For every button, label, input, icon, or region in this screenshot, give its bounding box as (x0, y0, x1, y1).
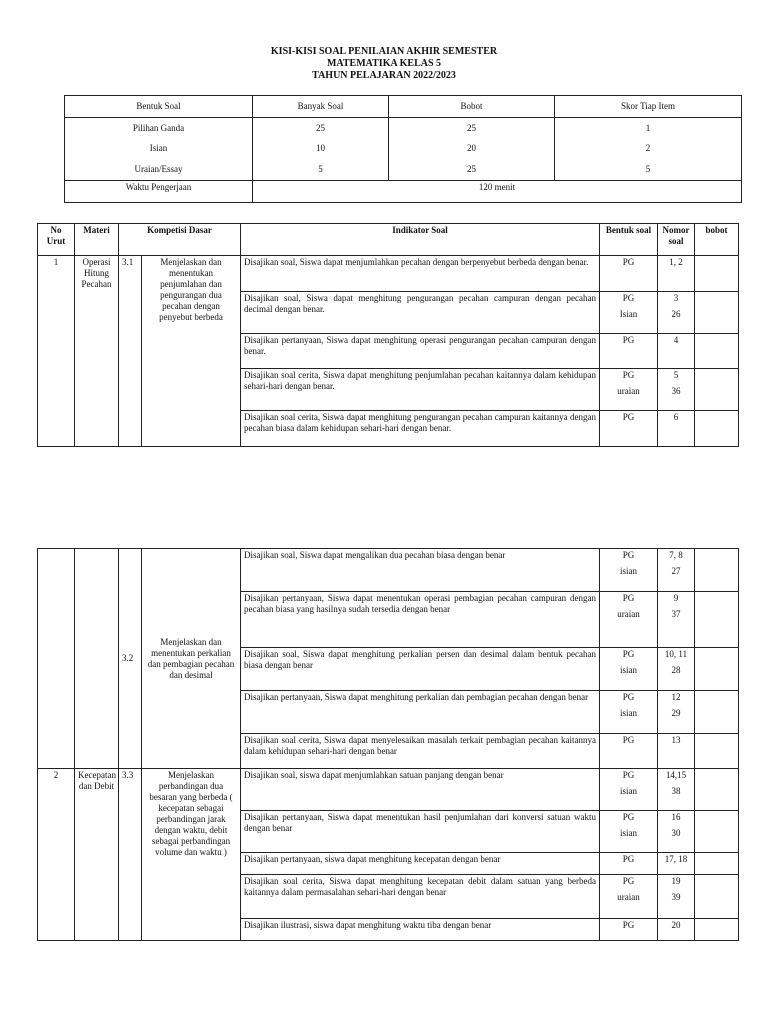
nomor-soal (658, 648, 695, 691)
bentuk-2: isian (620, 786, 637, 796)
nomor-2: 29 (671, 708, 681, 718)
bobot-cell (695, 411, 739, 447)
nomor-soal (658, 549, 695, 592)
nomor-1: 7, 8 (669, 550, 683, 560)
kd-text: Menjelaskan perbandingan dua besaran yang berbeda ( kecepatan sebagai perbandingan jarak dengan waktu, debit sebagai perbandingan volume dan waktu ) (142, 769, 241, 941)
bentuk-2: uraian (617, 892, 640, 902)
bentuk-soal (600, 292, 658, 334)
header-kompetensi-dasar: Kompetisi Dasar (119, 224, 241, 256)
summary-waktu-label: Waktu Pengerjaan (65, 181, 253, 203)
summary-bentuk: Uraian/Essay (134, 164, 183, 174)
nomor-1: 19 (671, 876, 681, 886)
nomor-soal (658, 811, 695, 853)
doc-title-line2: MATEMATIKA KELAS 5 (326, 58, 442, 69)
bentuk-2: uraian (617, 609, 640, 619)
summary-header-cell: Bentuk Soal (65, 96, 253, 118)
summary-skor: 2 (645, 143, 651, 153)
bobot-cell (695, 334, 739, 369)
no-urut: 2 (38, 769, 75, 941)
no-urut: 1 (38, 256, 75, 447)
bentuk-2: isian (620, 566, 637, 576)
summary-bentuk-cell (65, 118, 253, 181)
header-nomor-soal: Nomor soal (658, 224, 695, 256)
summary-waktu-row (65, 181, 742, 203)
materi: Kecepatan dan Debit (75, 769, 119, 941)
bentuk-2: Isian (619, 309, 638, 319)
nomor-2: 37 (671, 609, 681, 619)
kd-text: Menjelaskan dan menentukan perkalian dan pembagian pecahan dan desimal (142, 549, 241, 769)
summary-table (64, 95, 742, 203)
nomor-2: 30 (671, 828, 681, 838)
bentuk-soal (600, 549, 658, 592)
bobot-cell (695, 592, 739, 648)
bentuk-soal (600, 853, 658, 875)
kd-number: 3.3 (119, 769, 142, 941)
indikator: Disajikan soal, Siswa dapat menjumlahkan pecahan dengan berpenyebut berbeda dengan benar. (241, 256, 600, 292)
bentuk-1: PG (622, 735, 635, 745)
summary-bobot: 25 (467, 164, 476, 174)
bentuk-soal (600, 769, 658, 811)
bentuk-1: PG (622, 335, 635, 345)
summary-bentuk: Isian (149, 143, 168, 153)
nomor-1: 14,15 (665, 770, 687, 780)
nomor-soal (658, 256, 695, 292)
bentuk-1: PG (622, 692, 635, 702)
summary-header-cell: Banyak Soal (253, 96, 389, 118)
header-no-urut: No Urut (38, 224, 75, 256)
bobot-cell (695, 648, 739, 691)
nomor-soal (658, 292, 695, 334)
summary-bobot: 25 (467, 123, 476, 133)
bentuk-1: PG (622, 854, 635, 864)
summary-skor-cell (555, 118, 742, 181)
bentuk-2: isian (620, 665, 637, 675)
nomor-1: 12 (671, 692, 681, 702)
table-row (38, 549, 739, 592)
bentuk-soal (600, 334, 658, 369)
summary-header-cell: Skor Tiap Item (555, 96, 742, 118)
summary-body-row (65, 118, 742, 181)
bentuk-1: PG (622, 812, 635, 822)
bobot-cell (695, 734, 739, 769)
bentuk-soal (600, 919, 658, 941)
indikator: Disajikan pertanyaan, siswa dapat menghitung kecepatan dengan benar (241, 853, 600, 875)
kisi-table-part1 (37, 223, 739, 447)
bentuk-1: PG (622, 370, 635, 380)
indikator: Disajikan soal cerita, Siswa dapat menghitung penjumlahan pecahan kaitannya dalam kehidupan sehari-hari dengan benar. (241, 369, 600, 411)
bentuk-1: PG (622, 593, 635, 603)
summary-bobot-cell (389, 118, 555, 181)
header-bobot: bobot (695, 224, 739, 256)
summary-banyak: 10 (316, 143, 325, 153)
nomor-2: 39 (671, 892, 681, 902)
nomor-soal (658, 919, 695, 941)
nomor-1: 1, 2 (669, 257, 683, 267)
nomor-soal (658, 334, 695, 369)
bentuk-1: PG (622, 920, 635, 930)
table-row (38, 769, 739, 811)
materi (75, 549, 119, 769)
bentuk-1: PG (622, 770, 635, 780)
summary-bobot: 20 (467, 143, 476, 153)
bentuk-soal (600, 592, 658, 648)
bobot-cell (695, 292, 739, 334)
nomor-soal (658, 875, 695, 919)
bentuk-2: uraian (617, 386, 640, 396)
indikator: Disajikan soal cerita, Siswa dapat menghitung kecepatan debit dalam satuan yang berbeda kaitannya dalam permasalahan sehari-hari dengan benar (241, 875, 600, 919)
bentuk-2: isian (620, 828, 637, 838)
indikator: Disajikan pertanyaan, Siswa dapat menentukan operasi pembagian pecahan campuran dengan pecahan biasa yang hasilnya sudah tersedia dengan benar (241, 592, 600, 648)
indikator: Disajikan soal cerita, Siswa dapat menyelesaikan masalah terkait pembagian pecahan kaitannya dalam kehidupan sehari-hari dengan benar (241, 734, 600, 769)
indikator: Disajikan pertanyaan, Siswa dapat menghitung perkalian dan pembagian pecahan dengan benar (241, 691, 600, 734)
indikator: Disajikan soal, Siswa dapat menghitung pengurangan pecahan campuran dengan pecahan decimal dengan benar. (241, 292, 600, 334)
nomor-2: 28 (671, 665, 681, 675)
indikator: Disajikan pertanyaan, Siswa dapat menentukan hasil penjumlahan dari konversi satuan waktu dengan benar (241, 811, 600, 853)
indikator: Disajikan soal, Siswa dapat menghitung perkalian persen dan desimal dalam bentuk pecahan biasa dengan benar (241, 648, 600, 691)
doc-title-line3: TAHUN PELAJARAN 2022/2023 (312, 70, 456, 81)
bentuk-1: PG (622, 876, 635, 886)
nomor-1: 13 (671, 735, 681, 745)
summary-waktu-value: 120 menit (253, 181, 742, 203)
materi: Operasi Hitung Pecahan (75, 256, 119, 447)
nomor-2: 27 (671, 566, 681, 576)
bentuk-1: PG (622, 550, 635, 560)
bobot-cell (695, 369, 739, 411)
nomor-2: 36 (671, 386, 681, 396)
summary-header-cell: Bobot (389, 96, 555, 118)
doc-title-line1: KISI-KISI SOAL PENILAIAN AKHIR SEMESTER (270, 46, 498, 57)
nomor-1: 4 (673, 335, 679, 345)
bobot-cell (695, 919, 739, 941)
bentuk-soal (600, 256, 658, 292)
bentuk-1: PG (622, 412, 635, 422)
bobot-cell (695, 853, 739, 875)
bentuk-soal (600, 648, 658, 691)
nomor-2: 26 (671, 309, 681, 319)
no-urut (38, 549, 75, 769)
bentuk-soal (600, 691, 658, 734)
indikator: Disajikan soal, siswa dapat menjumlahkan satuan panjang dengan benar (241, 769, 600, 811)
bobot-cell (695, 769, 739, 811)
bentuk-soal (600, 811, 658, 853)
kisi-table-part2 (37, 548, 739, 941)
bentuk-soal (600, 875, 658, 919)
bobot-cell (695, 256, 739, 292)
header-materi: Materi (75, 224, 119, 256)
bobot-cell (695, 875, 739, 919)
summary-skor: 1 (645, 123, 651, 133)
nomor-1: 20 (671, 920, 681, 930)
summary-banyak-cell (253, 118, 389, 181)
nomor-1: 10, 11 (664, 649, 688, 659)
nomor-soal (658, 691, 695, 734)
main-header-row (38, 224, 739, 256)
kd-number: 3.2 (119, 549, 142, 769)
nomor-soal (658, 853, 695, 875)
bobot-cell (695, 811, 739, 853)
bentuk-1: PG (622, 649, 635, 659)
summary-banyak: 5 (318, 164, 323, 174)
summary-banyak: 25 (316, 123, 325, 133)
header-indikator: Indikator Soal (241, 224, 600, 256)
kd-number: 3.1 (119, 256, 142, 447)
indikator: Disajikan soal, Siswa dapat mengalikan dua pecahan biasa dengan benar (241, 549, 600, 592)
nomor-1: 5 (673, 370, 679, 380)
nomor-1: 6 (673, 412, 679, 422)
nomor-2: 38 (671, 786, 681, 796)
nomor-1: 16 (671, 812, 681, 822)
indikator: Disajikan soal cerita, Siswa dapat menghitung pengurangan pecahan campuran kaitannya dengan pecahan biasa dalam kehidupan sehari-hari dengan benar. (241, 411, 600, 447)
nomor-1: 9 (673, 593, 679, 603)
nomor-1: 3 (673, 293, 679, 303)
bentuk-2: isian (620, 708, 637, 718)
nomor-soal (658, 411, 695, 447)
bobot-cell (695, 549, 739, 592)
nomor-soal (658, 734, 695, 769)
nomor-soal (658, 769, 695, 811)
bentuk-soal (600, 411, 658, 447)
bentuk-soal (600, 734, 658, 769)
bentuk-1: PG (622, 293, 635, 303)
bobot-cell (695, 691, 739, 734)
header-bentuk-soal: Bentuk soal (600, 224, 658, 256)
summary-header-row (65, 96, 742, 118)
bentuk-soal (600, 369, 658, 411)
nomor-soal (658, 369, 695, 411)
nomor-soal (658, 592, 695, 648)
table-row (38, 256, 739, 292)
summary-bentuk: Pilihan Ganda (132, 123, 185, 133)
kd-text: Menjelaskan dan menentukan penjumlahan dan pengurangan dua pecahan dengan penyebut berbeda (142, 256, 241, 447)
bentuk-1: PG (622, 257, 635, 267)
nomor-1: 17, 18 (664, 854, 688, 864)
indikator: Disajikan pertanyaan, Siswa dapat menghitung operasi pengurangan pecahan campuran dengan benar. (241, 334, 600, 369)
summary-skor: 5 (645, 164, 651, 174)
indikator: Disajikan ilustrasi, siswa dapat menghitung waktu tiba dengan benar (241, 919, 600, 941)
